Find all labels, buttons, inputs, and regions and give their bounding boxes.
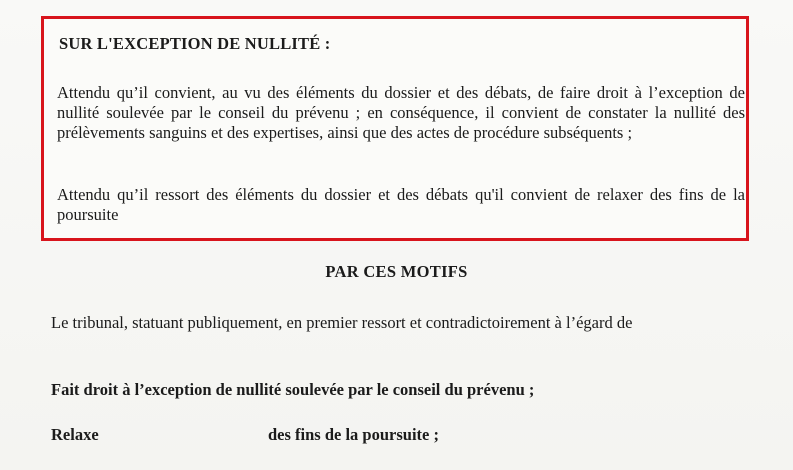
ruling-line: Fait droit à l’exception de nullité soulevée par le conseil du prévenu ;	[51, 380, 535, 399]
motifs-title: PAR CES MOTIFS	[325, 262, 468, 281]
highlighted-exception-box	[41, 16, 749, 241]
relaxe-label: Relaxe	[51, 425, 99, 444]
exception-heading: SUR L'EXCEPTION DE NULLITÉ :	[59, 34, 331, 53]
relaxe-value: des fins de la poursuite ;	[268, 425, 439, 444]
exception-paragraph-1: Attendu qu’il convient, au vu des éléments du dossier et des débats, de faire droit à l’exception de nullité soulevée par le conseil du prévenu ; en conséquence, il convient de constater la nullité des prélèvements sanguins et des expertises, ainsi que des actes de procédure subséquents ;	[57, 83, 745, 143]
exception-paragraph-2: Attendu qu’il ressort des éléments du dossier et des débats qu'il convient de relaxer des fins de la poursuite	[57, 185, 745, 225]
motifs-intro: Le tribunal, statuant publiquement, en premier ressort et contradictoirement à l’égard de	[51, 313, 633, 332]
